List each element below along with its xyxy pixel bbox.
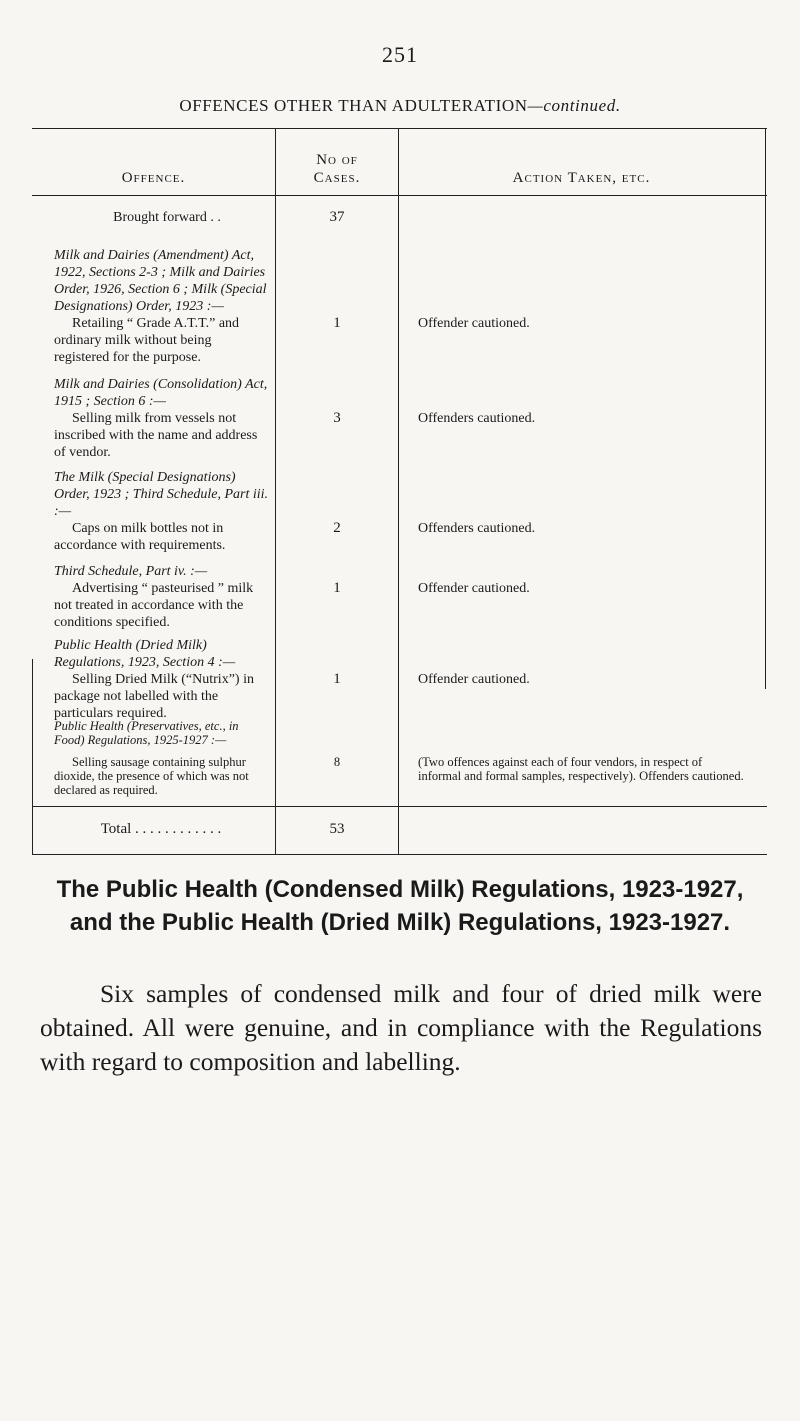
row-cases: 1 bbox=[333, 315, 341, 331]
row-action: Offender cautioned. bbox=[418, 316, 530, 331]
row-offence: Retailing “ Grade A.T.T.” and ordinary milk without being registered for the purpose. bbox=[54, 316, 240, 365]
column-divider-1 bbox=[275, 129, 276, 854]
row-cases: 1 bbox=[333, 580, 341, 596]
page-title-suffix: —continued. bbox=[527, 96, 621, 115]
page-number: 251 bbox=[382, 42, 418, 67]
row-cases: 3 bbox=[333, 410, 341, 426]
page-title-main: OFFENCES OTHER THAN ADULTERATION bbox=[179, 96, 528, 115]
row-offence: Selling Dried Milk (“Nutrix”) in package not labelled with the particulars required. bbox=[54, 672, 254, 721]
header-offence: Offence. bbox=[121, 170, 186, 186]
total-cases: 53 bbox=[329, 821, 345, 837]
row-action: Offenders cautioned. bbox=[418, 521, 536, 536]
brought-forward-label: Brought forward . . bbox=[113, 210, 221, 225]
header-rule bbox=[32, 195, 767, 196]
row-reference: Third Schedule, Part iv. :— bbox=[54, 564, 208, 579]
total-rule bbox=[32, 806, 767, 807]
row-offence: Advertising “ pasteurised ” milk not treated in accordance with the conditions specified. bbox=[54, 581, 254, 630]
offences-table bbox=[32, 128, 767, 855]
row-reference: Milk and Dairies (Consolidation) Act, 1915 ; Section 6 :— bbox=[54, 377, 268, 409]
row-offence: Selling milk from vessels not inscribed with the name and address of vendor. bbox=[54, 411, 258, 460]
row-action: Offender cautioned. bbox=[418, 672, 530, 687]
right-rule bbox=[765, 129, 766, 689]
body-paragraph: Six samples of condensed milk and four of dried milk were obtained. All were genuine, and in compliance with the Regulations with regard to composition and labelling. bbox=[40, 979, 762, 1076]
row-cases: 8 bbox=[333, 755, 341, 769]
row-offence: Selling sausage containing sulphur dioxide, the presence of which was not declared as required. bbox=[54, 755, 249, 797]
row-reference: Public Health (Preservatives, etc., in Food) Regulations, 1925-1927 :— bbox=[54, 719, 239, 747]
row-offence: Caps on milk bottles not in accordance with requirements. bbox=[54, 521, 226, 553]
page-title bbox=[0, 96, 800, 116]
left-rule bbox=[32, 659, 33, 854]
row-cases: 1 bbox=[333, 671, 341, 687]
row-reference: The Milk (Special Designations) Order, 1923 ; Third Schedule, Part iii. :— bbox=[54, 470, 269, 519]
header-cases: No of Cases. bbox=[313, 152, 361, 186]
header-action: Action Taken, etc. bbox=[512, 170, 651, 186]
column-divider-2 bbox=[398, 129, 399, 854]
row-reference: Public Health (Dried Milk) Regulations, 1923, Section 4 :— bbox=[54, 638, 236, 670]
row-action: Offender cautioned. bbox=[418, 581, 530, 596]
total-label: Total . . . . . . . . . . . . bbox=[100, 821, 222, 837]
section-heading: The Public Health (Condensed Milk) Regulations, 1923-1927, and the Public Health (Dried Milk) Regulations, 1923-1927. bbox=[56, 876, 744, 936]
row-action: (Two offences against each of four vendors, in respect of informal and formal samples, respectively). Offenders cautioned. bbox=[418, 755, 744, 783]
row-action: Offenders cautioned. bbox=[418, 411, 536, 426]
brought-forward-cases: 37 bbox=[329, 209, 345, 225]
row-cases: 2 bbox=[333, 520, 341, 536]
row-reference: Milk and Dairies (Amendment) Act, 1922, Sections 2-3 ; Milk and Dairies Order, 1926, Section 6 ; Milk (Special Designations) Order, 1923 :— bbox=[54, 248, 267, 314]
